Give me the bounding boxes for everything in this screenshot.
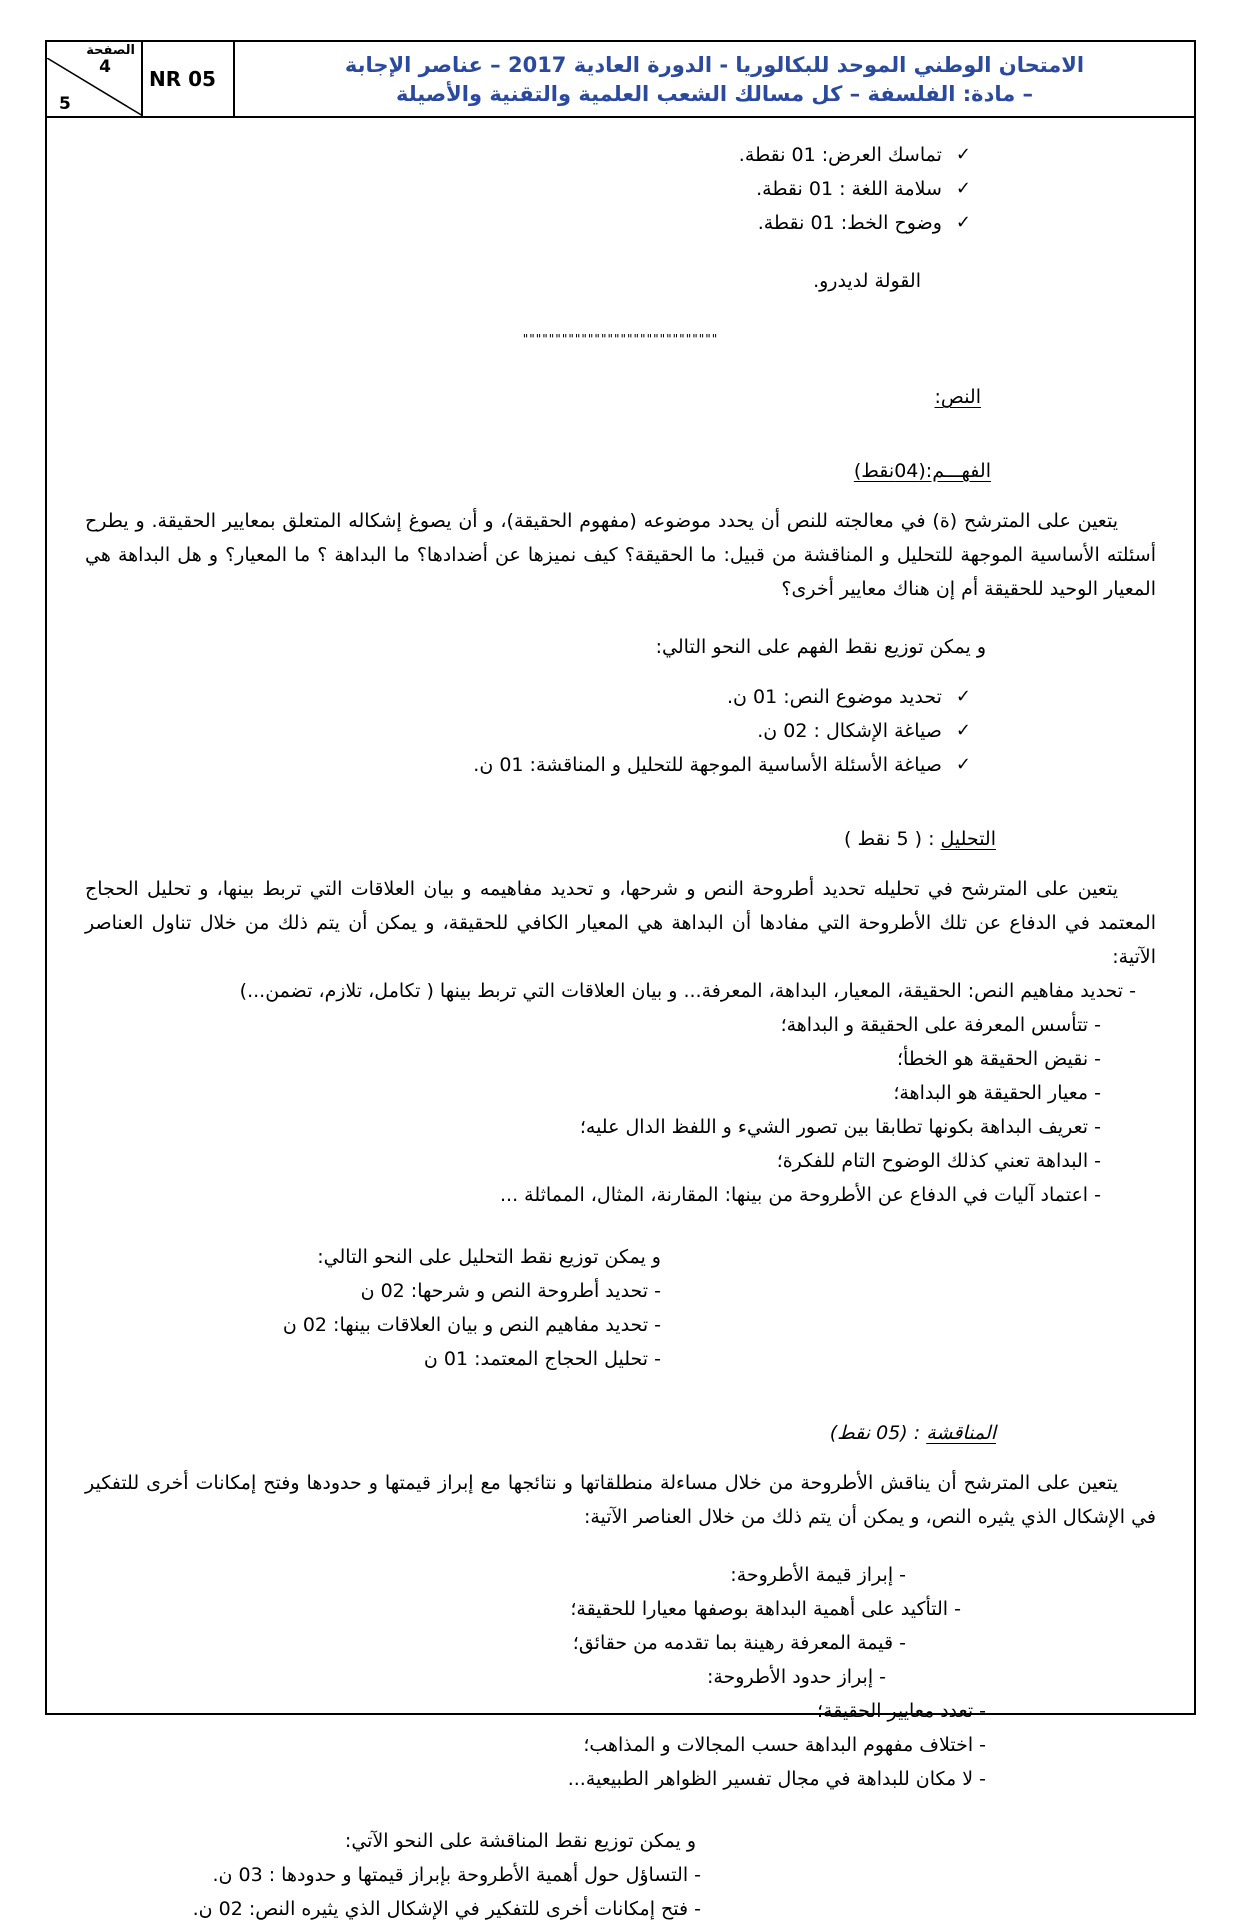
discussion-element: - اختلاف مفهوم البداهة حسب المجالات و المذاهب؛	[583, 1734, 986, 1756]
page-total-number: 5	[59, 94, 71, 114]
check-icon: ✓	[955, 754, 971, 775]
checklist-item-text: وضوح الخط: 01 نقطة.	[757, 212, 942, 234]
comprehension-distribution-checklist	[85, 680, 971, 782]
quote-attribution: القولة لديدرو.	[813, 270, 921, 292]
checklist-item	[85, 172, 971, 206]
discussion-distribution-intro: و يمكن توزيع نقط المناقشة على النحو الآتي:	[344, 1830, 696, 1852]
header	[47, 42, 1194, 118]
analysis-heading-points: : ( 5 نقط )	[844, 828, 941, 850]
check-icon: ✓	[955, 720, 971, 741]
comprehension-distribution-intro: و يمكن توزيع نقط الفهم على النحو التالي:	[655, 636, 986, 658]
analysis-distribution-intro: و يمكن توزيع نقط التحليل على النحو التالي:	[317, 1246, 661, 1268]
analysis-distribution-item: - تحليل الحجاج المعتمد: 01 ن	[423, 1348, 661, 1370]
discussion-heading-points: : (05 نقط)	[829, 1422, 927, 1444]
scoring-checklist	[85, 138, 971, 240]
page-current-number: 4	[99, 57, 111, 77]
discussion-paragraph: يتعين على المترشح أن يناقش الأطروحة من خلال مساءلة منطلقاتها و نتائجها مع إبراز قيمتها و حدودها وفتح إمكانات أخرى للتفكير في الإشكال الذي يثيره النص، و يمكن أن يتم ذلك من خلال العناصر الآتية:	[85, 1472, 1156, 1528]
analysis-paragraph: يتعين على المترشح في تحليله تحديد أطروحة النص و شرحها، و تحديد مفاهيمه و بيان العلاقات التي تربط بينها، و تحليل الحجاج المعتمد في الدفاع عن تلك الأطروحة التي مفادها أن البداهة هي المعيار الكافي للحقيقة، و يمكن أن يتم ذلك من خلال تناول العناصر الآتية:	[85, 878, 1156, 968]
checklist-item	[85, 748, 971, 782]
discussion-distribution-item: - التساؤل حول أهمية الأطروحة بإبراز قيمتها و حدودها : 03 ن.	[212, 1864, 701, 1886]
discussion-distribution-list	[85, 1858, 1156, 1926]
checklist-item	[85, 714, 971, 748]
text-section-heading: النص:	[934, 386, 981, 408]
exam-title-line1: الامتحان الوطني الموحد للبكالوريا - الدورة العادية 2017 – عناصر الإجابة	[344, 52, 1085, 77]
checklist-item-text: صياغة الأسئلة الأساسية الموجهة للتحليل و المناقشة: 01 ن.	[473, 754, 942, 776]
checklist-item	[85, 138, 971, 172]
analysis-element: - نقيض الحقيقة هو الخطأ؛	[897, 1048, 1101, 1070]
analysis-element: - تعريف البداهة بكونها تطابقا بين تصور الشيء و اللفظ الدال عليه؛	[579, 1116, 1101, 1138]
document-body	[47, 118, 1194, 1926]
analysis-distribution-list	[85, 1274, 1156, 1376]
separator-line: """"""""""""""""""""""""""""""	[522, 332, 719, 346]
discussion-element: - إبراز حدود الأطروحة:	[706, 1666, 886, 1688]
checklist-item-text: سلامة اللغة : 01 نقطة.	[756, 178, 942, 200]
discussion-heading-word: المناقشة	[926, 1422, 996, 1444]
checklist-item	[85, 206, 971, 240]
analysis-element: - اعتماد آليات في الدفاع عن الأطروحة من بينها: المقارنة، المثال، المماثلة ...	[500, 1184, 1101, 1206]
checklist-item-text: صياغة الإشكال : 02 ن.	[757, 720, 942, 742]
discussion-element: - لا مكان للبداهة في مجال تفسير الظواهر الطبيعية...	[567, 1768, 986, 1790]
check-icon: ✓	[955, 212, 971, 233]
analysis-elements-list	[85, 974, 1156, 1212]
discussion-distribution-item: - فتح إمكانات أخرى للتفكير في الإشكال الذي يثيره النص: 02 ن.	[192, 1898, 701, 1920]
discussion-element: - التأكيد على أهمية البداهة بوصفها معيارا للحقيقة؛	[570, 1598, 961, 1620]
document-frame	[45, 40, 1196, 1920]
comprehension-paragraph: يتعين على المترشح (ة) في معالجته للنص أن يحدد موضوعه (مفهوم الحقيقة)، و أن يصوغ إشكاله المتعلق بمعايير الحقيقة. و يطرح أسئلته الأساسية الموجهة للتحليل و المناقشة من قبيل: ما الحقيقة؟ كيف نميزها عن أضدادها؟ ما البداهة ؟ ما المعيار؟ و هل البداهة هي المعيار الوحيد للحقيقة أم إن هناك معايير أخرى؟	[85, 510, 1156, 600]
discussion-elements-list	[85, 1558, 1156, 1796]
analysis-element: - معيار الحقيقة هو البداهة؛	[893, 1082, 1101, 1104]
page-label: الصفحة	[86, 43, 135, 58]
checklist-item	[85, 680, 971, 714]
discussion-element: - إبراز قيمة الأطروحة:	[730, 1564, 906, 1586]
analysis-distribution-item: - تحديد مفاهيم النص و بيان العلاقات بينها: 02 ن	[282, 1314, 661, 1336]
comprehension-heading: الفهـــم:(04نقط)	[853, 460, 991, 482]
check-icon: ✓	[955, 144, 971, 165]
analysis-element: - البداهة تعني كذلك الوضوح التام للفكرة؛	[776, 1150, 1101, 1172]
exam-title-line2: – مادة: الفلسفة – كل مسالك الشعب العلمية والتقنية والأصيلة	[395, 81, 1034, 106]
discussion-heading	[85, 1416, 996, 1450]
discussion-element: - تعدد معايير الحقيقة؛	[816, 1700, 986, 1722]
analysis-heading-word: التحليل	[940, 828, 996, 850]
page-number-box	[47, 42, 143, 116]
exam-title-block	[235, 42, 1194, 116]
discussion-element: - قيمة المعرفة رهينة بما تقدمه من حقائق؛	[572, 1632, 906, 1654]
analysis-heading	[85, 822, 996, 856]
check-icon: ✓	[955, 178, 971, 199]
exam-reference-code: NR 05	[143, 42, 235, 116]
analysis-element: - تتأسس المعرفة على الحقيقة و البداهة؛	[780, 1014, 1101, 1036]
checklist-item-text: تماسك العرض: 01 نقطة.	[738, 144, 942, 166]
checklist-item-text: تحديد موضوع النص: 01 ن.	[727, 686, 942, 708]
analysis-element: - تحديد مفاهيم النص: الحقيقة، المعيار، البداهة، المعرفة... و بيان العلاقات التي تربط بينها ( تكامل، تلازم، تضمن...)	[239, 980, 1136, 1002]
check-icon: ✓	[955, 686, 971, 707]
analysis-distribution-item: - تحديد أطروحة النص و شرحها: 02 ن	[360, 1280, 661, 1302]
